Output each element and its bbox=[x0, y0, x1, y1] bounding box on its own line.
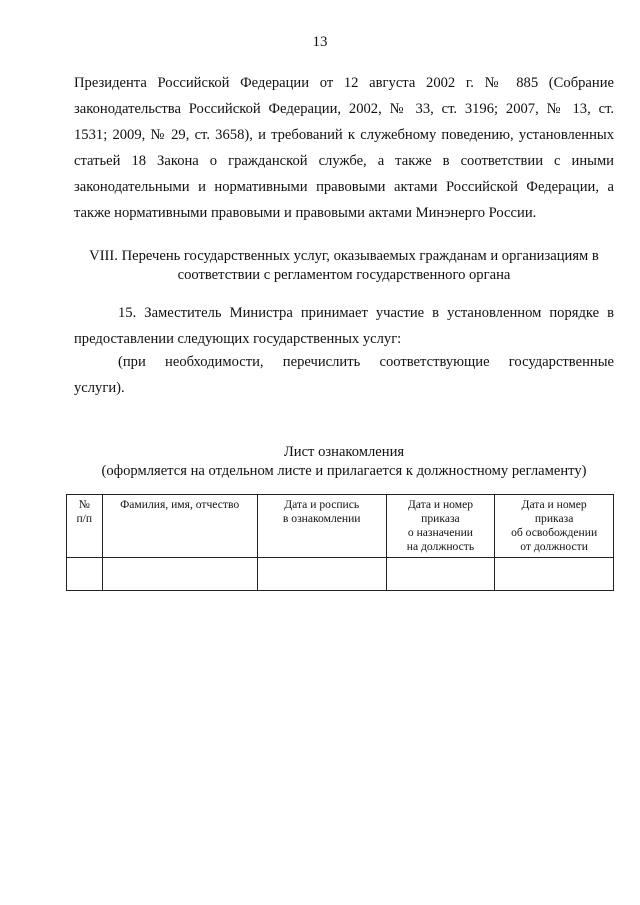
sheet-title: Лист ознакомления bbox=[283, 444, 405, 460]
paragraph-line: также нормативными правовыми и правовыми актами Минэнерго России. bbox=[74, 205, 537, 221]
sheet-subtitle: (оформляется на отдельном листе и прилагается к должностному регламенту) bbox=[101, 463, 587, 479]
column-header-full-name bbox=[102, 495, 257, 558]
page-number: 13 bbox=[312, 34, 328, 50]
table-cell bbox=[495, 558, 614, 591]
paragraph-services-note bbox=[74, 349, 614, 401]
table-cell bbox=[386, 558, 495, 591]
paragraph-item-15 bbox=[74, 300, 614, 352]
table-cell bbox=[67, 558, 103, 591]
paragraph-line: услуги). bbox=[74, 380, 125, 396]
paragraph-line: 15. Заместитель Министра принимает участие в установленном порядке в bbox=[118, 305, 614, 321]
column-header-date-signature bbox=[257, 495, 386, 558]
paragraph-line: предоставлении следующих государственных услуг: bbox=[74, 331, 402, 347]
table-row bbox=[67, 558, 614, 591]
header-text: п/п bbox=[76, 512, 93, 525]
paragraph-line: 1531; 2009, № 29, ст. 3658), и требований к служебному поведению, установленных bbox=[74, 127, 614, 143]
section-viii-heading bbox=[74, 247, 614, 285]
paragraph-line: Президента Российской Федерации от 12 августа 2002 г. № 885 (Собрание bbox=[74, 75, 614, 91]
header-text: Дата и номер bbox=[521, 498, 587, 511]
acknowledgment-table bbox=[66, 494, 614, 591]
column-header-appointment-order bbox=[386, 495, 495, 558]
header-text: Дата и номер bbox=[407, 498, 474, 511]
column-header-number bbox=[67, 495, 103, 558]
header-text: Фамилия, имя, отчество bbox=[120, 498, 240, 511]
header-text: на должность bbox=[406, 540, 475, 553]
paragraph-presidential-decree bbox=[74, 70, 614, 226]
acknowledgment-sheet-heading bbox=[74, 443, 614, 481]
section-heading-line: соответствии с регламентом государственного органа bbox=[177, 267, 511, 283]
paragraph-line: статьей 18 Закона о гражданской службе, а также в соответствии с иными bbox=[74, 153, 614, 169]
table-header-row bbox=[67, 495, 614, 558]
paragraph-line: законодательными и нормативными правовыми актами Российской Федерации, а bbox=[74, 179, 614, 195]
section-heading-line: VIII. Перечень государственных услуг, оказываемых гражданам и организациям в bbox=[89, 248, 599, 264]
paragraph-line: (при необходимости, перечислить соответствующие государственные bbox=[118, 354, 614, 370]
header-text: в ознакомлении bbox=[282, 512, 361, 525]
header-text: об освобождении bbox=[511, 526, 598, 539]
header-text: приказа bbox=[534, 512, 574, 525]
header-text: от должности bbox=[520, 540, 588, 553]
paragraph-line: законодательства Российской Федерации, 2002, № 33, ст. 3196; 2007, № 13, ст. bbox=[74, 101, 614, 117]
header-text: приказа bbox=[421, 512, 460, 525]
header-text: № bbox=[78, 498, 90, 511]
header-text: о назначении bbox=[407, 526, 473, 539]
header-text: Дата и роспись bbox=[284, 498, 360, 511]
table-cell bbox=[257, 558, 386, 591]
table-cell bbox=[102, 558, 257, 591]
column-header-dismissal-order bbox=[495, 495, 614, 558]
